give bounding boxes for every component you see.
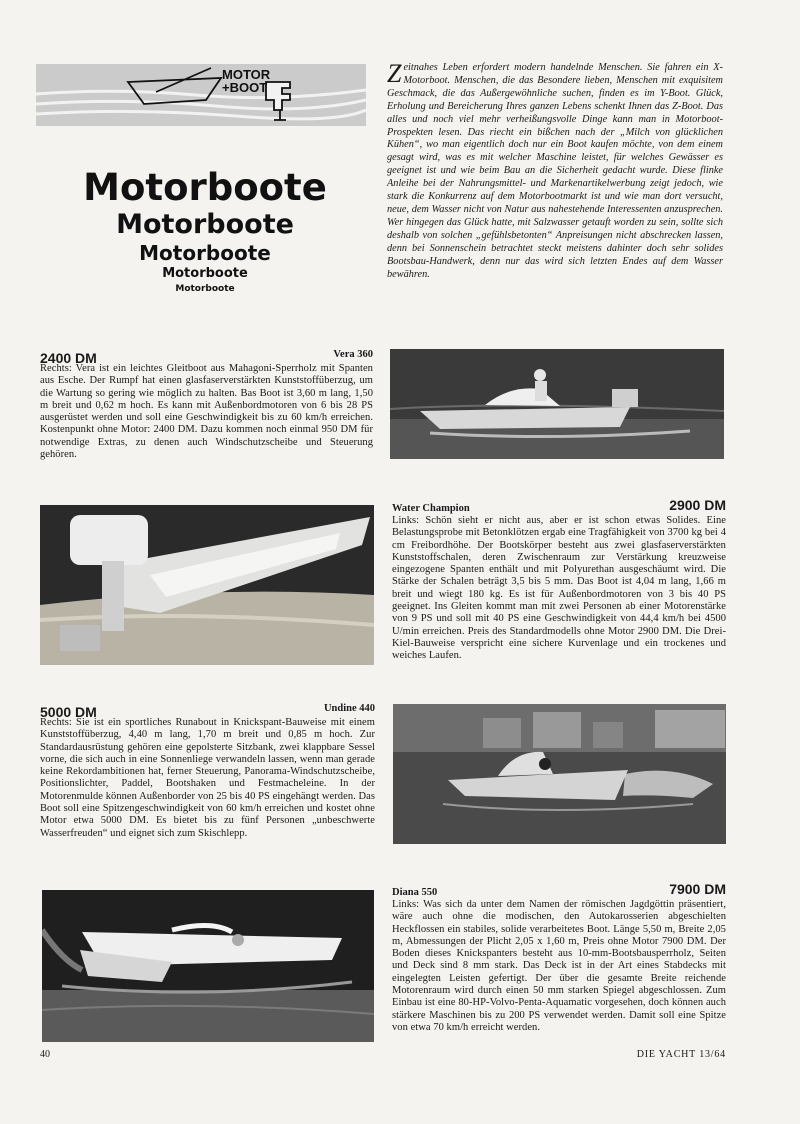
page-title-echo-5: Motorboote — [175, 284, 235, 294]
boat-logo-icon — [36, 64, 366, 126]
banner-title-line1: MOTOR — [222, 67, 271, 82]
banner-title — [222, 68, 270, 94]
page-title-echo-2: Motorboote — [116, 209, 294, 240]
magazine-issue: DIE YACHT 13/64 — [636, 1049, 726, 1060]
entry-model: Diana 550 — [392, 887, 438, 898]
entry-price: 5000 DM — [40, 704, 97, 720]
banner-title-line2: +BOOT — [222, 80, 268, 95]
entry-model: Undine 440 — [323, 703, 375, 714]
entry-description: Rechts: Vera ist ein leichtes Gleitboot aus Mahagoni-Sperrholz mit Spanten aus Esche. Der Rumpf hat einen glasfaserverstärkten Kunststoffüberzug, um die Wartung so gering wie möglich zu halten. Bas Boot ist 3,60 m lang, 1,50 m breit und 0,62 m hoch. Es kann mit Außenbordmotoren von 6 bis 28 PS ausgerüstet werden und soll eine Geschwindigkeit bis zu 60 km/h erreichen. Kostenpunkt ohne Motor: 2400 DM. Dazu kommen noch einmal 950 DM für notwendige Extras, zu denen auch Windschutzscheibe und Steuerung gehören. — [40, 363, 373, 461]
entry-description: Rechts: Sie ist ein sportliches Runabout in Knickspant-Bauweise mit einem Kunststoffüberzug, 4,40 m lang, 1,70 m breit und 0,85 m hoch. Zur Standardausrüstung gehören eine gepolsterte Sitzbank, zwei klappbare Sessel vorne, die sich auch in eine Sonnenliege verwandeln lassen, wenn man gerade keine Rekordambitionen hat, ferner Steuerung, Panorama-Windschutzscheibe, Positionslichter, Paddel, Bootshaken und Festmacheleine. In der Motorenmulde können Außenborder von 25 bis 40 PS eingehängt werden. Das Boot soll eine Spitzengeschwindigkeit von 60 km/h erreichen und kostet ohne Motor etwa 5000 DM. Es bietet bis zu fünf Personen „unbeschwerte Wasserfreuden“ und eignet sich zum Skischlepp. — [40, 717, 375, 839]
boat-photo-undine — [393, 704, 726, 844]
boat-photo-vera — [390, 349, 724, 459]
dropcap: Z — [387, 59, 402, 88]
page-title-echo-4: Motorboote — [162, 266, 248, 281]
page-number: 40 — [40, 1049, 50, 1060]
boat-photo-water-champion — [40, 505, 374, 665]
entry-model: Water Champion — [392, 503, 470, 514]
header-banner — [36, 64, 366, 126]
entry-price: 7900 DM — [669, 881, 726, 897]
entry-description: Links: Schön sieht er nicht aus, aber er ist schon etwas Solides. Eine Belastungsprobe mit Betonklötzen ergab eine Tragfähigkeit von 3700 kg bei 4 cm Freibordhöhe. Der Bootskörper besteht aus zwei glasfaserverstärkten Kunststoffschalen, deren Zwischenraum zur Verstärkung kreuzweise eingezogene Spanten enthält und mit Polyurethan ausgeschäumt wird. Die Stärke der Schalen beträgt 3,5 bis 5 mm. Das Boot ist 4,04 m lang, 1,66 m breit und wiegt 180 kg. Es ist für Außenbordmotoren von 3 bis 40 PS geeignet. Ins Gleiten kommt man mit zwei Personen ab einer Motorenstärke von 9 PS und soll mit 40 PS eine Geschwindigkeit von 44,4 km/h bei 4500 U/min erreichen. Preis des Standardmodells ohne Motor 2900 DM. Die Drei-Kiel-Bauweise verspricht eine sichere Kurvenlage und ein trockenes und weiches Laufen. — [392, 515, 726, 662]
page-title-echo-3: Motorboote — [139, 241, 271, 265]
entry-model: Vera 360 — [333, 349, 373, 360]
entry-price: 2400 DM — [40, 350, 97, 366]
boat-photo-diana — [42, 890, 374, 1042]
intro-text: eitnahes Leben erfordert modern handelnde Menschen. Sie fahren ein X-Motorboot. Menschen, die das Besondere lieben, Menschen mit exquisitem Geschmack, die das Außergewöhnliche suchen, finden es im Y-Boot. Glück, Erholung und Bereicherung Ihres ganzen Lebens schenkt Ihnen das Z-Boot. Das alles und noch viel mehr verheißungsvolle Dinge kann man in Motorboot-Prospekten lesen. Das riecht ein bißchen nach der „Milch von glücklichen Kühen“, wo man eigentlich doch nur ein Boot kaufen möchte, von dem einem gesagt wird, was es mit welcher Maschine leistet, für welches Gewässer es geeignet ist und wie beim Bau an die Sicherheit gedacht wurde. Diese flinke Anleihe bei der Nahrungsmittel- und Markenartikelwerbung zeigt jedoch, wie stark die Konkurrenz auf dem Motorbootmarkt ist und wie man dort versucht, neue, dem Wasser nicht von Natur aus nahestehende Interessenten anzusprechen. Wer hingegen das Glück hatte, mit Salzwasser getauft worden zu sein, sollte sich deshalb von solchen „gefühlsbetonten“ Anpreisungen nicht abschrecken lassen, denn bei Sonnenschein betrachtet steckt meistens dahinter doch sehr solides Bootsbau-Handwerk, denn nur das wird sich letzten Endes auf dem Wasser bewähren. — [387, 62, 723, 280]
entry-price: 2900 DM — [669, 497, 726, 513]
page-title: Motorboote — [83, 166, 327, 209]
entry-description: Links: Was sich da unter dem Namen der römischen Jagdgöttin präsentiert, wäre auch ohne die modischen, den Autokarosserien abgeschielten Heckflossen ein stabiles, solide verarbeitetes Boot. Länge 5,50 m, Breite 2,05 m, Abmessungen der Plicht 2,05 x 1,60 m, Preis ohne Motor 7900 DM. Der Boden dieses Knickspanters besteht aus 10-mm-Bootsbausperrholz, Seiten und Deck sind 8 mm stark. Das Deck ist in der Art eines Stabdecks mit eingelegten Leisten gefertigt. Der über die gesamte Breite reichende Motorenraum wird durch einen 50 mm starken Spiegel abgeschlossen. Zum Einbau ist eine 80-HP-Volvo-Penta-Aquamatic vorgesehen, doch können auch stärkere Maschinen bis zu 200 PS verwendet werden. Damit soll eine Spitze von etwa 70 km/h erreicht werden. — [392, 899, 726, 1033]
intro-paragraph — [387, 59, 723, 281]
